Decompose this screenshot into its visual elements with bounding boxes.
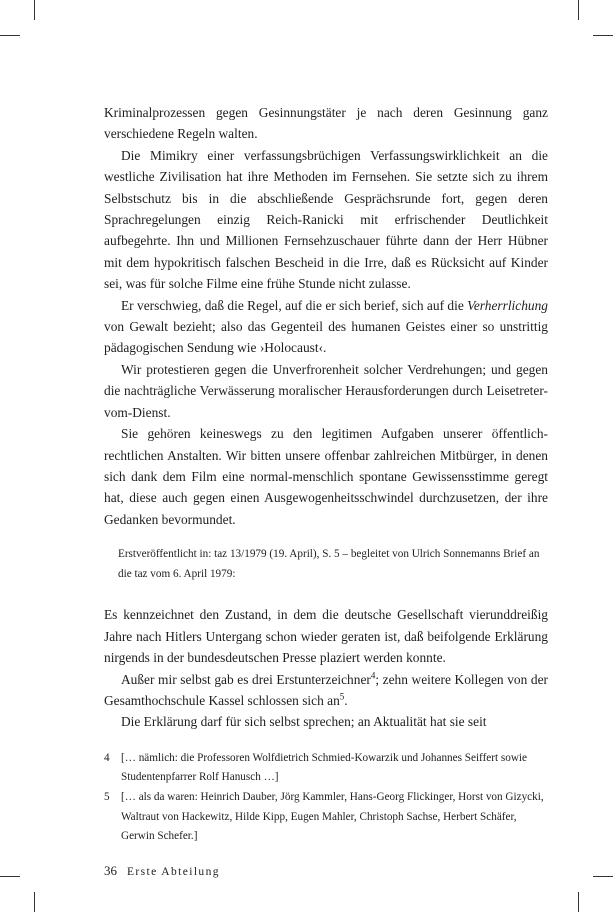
paragraph (104, 102, 548, 145)
text-run: . (344, 692, 348, 708)
paragraph (104, 145, 548, 295)
crop-mark-top-right-h (593, 35, 613, 36)
body-text-bottom (104, 604, 548, 732)
paragraph (104, 604, 548, 668)
crop-mark-bottom-left-h (0, 876, 20, 877)
paragraph (104, 295, 548, 359)
paragraph (104, 711, 548, 732)
footnotes (104, 749, 548, 847)
crop-mark-top-left (34, 0, 35, 20)
text-run: Sie gehören keineswegs zu den legitimen Aufgaben unserer öffentlich-rechtlichen Anstalten. Wir bitten unsere offenbar zahlreichen Mitbürger, in denen sich dank dem Film eine normal-menschlich spontane Gewissensstimme geregt hat, diese auch gegen einen Ausgewogenheitsschwindel durchzusetzen, der ihre Gedanken bevormundet. (104, 426, 548, 527)
footnote (104, 749, 548, 788)
footnote-ref: 4 (370, 670, 376, 681)
paragraph (104, 669, 548, 712)
paragraph (104, 423, 548, 530)
footnote-number: 4 (104, 751, 110, 764)
footnote (104, 788, 548, 847)
footnote-text: [… als da waren: Heinrich Dauber, Jörg Kammler, Hans-Georg Flickinger, Horst von Gizycki, Waltraut von Hackewitz, Hilde Kipp, Eugen Mahler, Christoph Sachse, Herbert Schäfer, Gerwin Schefer.] (121, 790, 544, 843)
crop-mark-bottom-right-h (593, 876, 613, 877)
text-run: Die Mimikry einer verfassungsbrüchigen Verfassungswirklichkeit an die westliche Zivilisation hat ihre Methoden im Fernsehen. Sie setzte sich zu ihrem Selbstschutz bis in die abschließende Gesprächsrunde fort, gegen deren Sprachregelungen einzig Reich-Ranicki mit erfrischender Deutlichkeit aufbegehrte. Ihn und Millionen Fernsehzuschauer führte dann der Herr Hübner mit dem hypokritisch falschen Bescheid in die Irre, daß es Rücksicht auf Kinder sei, was für solche Filme eine frühe Stunde nicht zulasse. (104, 147, 548, 292)
crop-mark-bottom-right (578, 892, 579, 912)
footnote-ref: 5 (339, 691, 345, 702)
text-run: ; zehn weitere Kollegen von der Gesamthochschule Kassel schlossen sich an (104, 671, 548, 708)
book-page (104, 102, 548, 882)
body-text-top (104, 102, 548, 530)
paragraph (104, 359, 548, 423)
crop-mark-top-left-h (0, 35, 20, 36)
text-run: Kriminalprozessen gegen Gesinnungstäter je nach deren Gesinnung ganz verschiedene Regeln walten. (104, 105, 548, 142)
text-run: Außer mir selbst gab es drei Erstunterzeichner (121, 671, 371, 687)
text-run: Er verschwieg, daß die Regel, auf die er sich berief, sich auf die (121, 297, 468, 313)
footnote-text: [… nämlich: die Professoren Wolfdietrich Schmied-Kowarzik und Johannes Seiffert sowie Studentenpfarrer Rolf Hanusch …] (121, 751, 527, 784)
source-note: Erstveröffentlicht in: taz 13/1979 (19. April), S. 5 – begleitet von Ulrich Sonnemanns Brief an die taz vom 6. April 1979: (118, 548, 540, 580)
running-head: Erste Abteilung (127, 865, 220, 878)
crop-mark-top-right (578, 0, 579, 20)
page-number: 36 (104, 862, 117, 878)
crop-mark-bottom-left (34, 892, 35, 912)
text-run: Wir protestieren gegen die Unverfrorenheit solcher Verdrehungen; und gegen die nachträgliche Verwässerung moralischer Herausforderungen durch Leisetreter-vom-Dienst. (104, 361, 548, 420)
text-run: von Gewalt bezieht; also das Gegenteil des humanen Geistes einer so unstrittig pädagogischen Sendung wie ›Holocaust‹. (104, 319, 548, 356)
folio (104, 861, 548, 882)
text-run: Es kennzeichnet den Zustand, in dem die deutsche Gesellschaft vierunddreißig Jahre nach Hitlers Untergang schon wieder geraten ist, daß beifolgende Erklärung nirgends in der bundesdeutschen Presse plaziert werden konnte. (104, 607, 548, 666)
emphasis: Verherrlichung (467, 297, 548, 313)
footnote-number: 5 (104, 790, 110, 803)
text-run: Die Erklärung darf für sich selbst sprechen; an Aktualität hat sie seit (121, 714, 487, 730)
